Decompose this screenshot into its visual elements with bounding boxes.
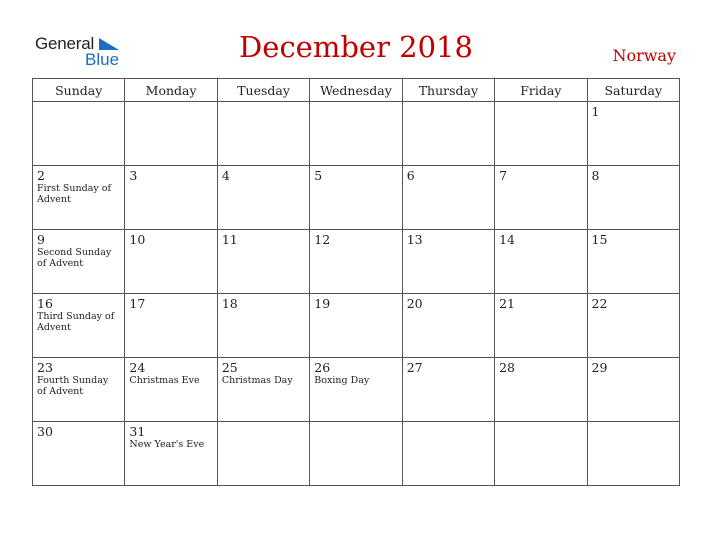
day-number: 27	[406, 360, 423, 375]
calendar-day-cell	[33, 166, 125, 230]
day-number: 30	[37, 424, 53, 439]
calendar-week-row	[33, 294, 680, 358]
day-number: 7	[499, 168, 508, 183]
calendar-day-cell	[587, 358, 679, 422]
calendar-week-row	[33, 422, 680, 486]
holiday-label: Boxing Day	[314, 375, 370, 386]
calendar-day-cell	[310, 166, 402, 230]
day-number: 3	[129, 168, 138, 183]
country-label: Norway	[612, 46, 676, 65]
calendar-day-cell	[125, 166, 217, 230]
day-number: 5	[314, 168, 323, 183]
day-number: 24	[129, 360, 146, 375]
calendar-day-cell	[402, 102, 494, 166]
day-number: 4	[221, 168, 230, 183]
calendar-day-cell	[33, 358, 125, 422]
weekday-header: Friday	[495, 79, 587, 102]
calendar-day-cell	[587, 166, 679, 230]
calendar-day-cell	[402, 422, 494, 486]
day-number: 10	[129, 232, 146, 247]
day-number: 26	[314, 360, 331, 375]
day-number: 12	[314, 232, 331, 247]
calendar-day-cell	[495, 422, 587, 486]
holiday-label: New Year's Eve	[129, 439, 205, 450]
holiday-label: Christmas Day	[221, 375, 293, 386]
day-number: 9	[37, 232, 45, 247]
calendar-week-row	[33, 358, 680, 422]
calendar-day-cell	[217, 166, 309, 230]
calendar-day-cell	[217, 422, 309, 486]
day-number: 19	[314, 296, 331, 311]
calendar-day-cell	[495, 230, 587, 294]
day-number: 28	[499, 360, 516, 375]
holiday-label: Christmas Eve	[129, 375, 200, 386]
calendar-day-cell	[33, 294, 125, 358]
calendar-day-cell	[495, 166, 587, 230]
day-number: 17	[129, 296, 146, 311]
weekday-header: Saturday	[587, 79, 679, 102]
holiday-label: First Sunday of Advent	[37, 183, 111, 205]
calendar-day-cell	[33, 102, 125, 166]
calendar-day-cell	[310, 230, 402, 294]
calendar-day-cell	[125, 358, 217, 422]
holiday-label: Second Sunday of Advent	[37, 247, 112, 269]
calendar-grid	[32, 78, 680, 486]
weekday-header: Monday	[125, 79, 217, 102]
calendar-day-cell	[217, 230, 309, 294]
day-number: 8	[591, 168, 600, 183]
day-number: 25	[221, 360, 238, 375]
calendar-title: December 2018	[239, 30, 473, 64]
calendar-day-cell	[587, 294, 679, 358]
day-number: 31	[129, 424, 146, 439]
calendar-day-cell	[125, 422, 217, 486]
calendar-day-cell	[310, 422, 402, 486]
day-number: 6	[406, 168, 415, 183]
calendar-day-cell	[310, 102, 402, 166]
day-number: 13	[406, 232, 423, 247]
calendar-day-cell	[402, 358, 494, 422]
weekday-header: Sunday	[33, 79, 125, 102]
calendar-week-row	[33, 230, 680, 294]
weekday-header: Thursday	[402, 79, 494, 102]
calendar-day-cell	[495, 294, 587, 358]
day-number: 11	[221, 232, 238, 247]
day-number: 18	[221, 296, 238, 311]
weekday-header: Wednesday	[310, 79, 402, 102]
logo-word-general: General	[35, 34, 95, 53]
calendar-day-cell	[495, 102, 587, 166]
holiday-label: Third Sunday of Advent	[37, 311, 115, 333]
calendar-week-row	[33, 166, 680, 230]
calendar-day-cell	[217, 294, 309, 358]
day-number: 23	[37, 360, 53, 375]
weekday-header-row	[33, 79, 680, 102]
day-number: 15	[591, 232, 608, 247]
holiday-label: Fourth Sunday of Advent	[37, 375, 109, 397]
day-number: 14	[499, 232, 516, 247]
calendar-day-cell	[217, 358, 309, 422]
calendar-day-cell	[310, 358, 402, 422]
calendar-day-cell	[587, 230, 679, 294]
day-number: 21	[499, 296, 516, 311]
calendar-body	[33, 102, 680, 486]
calendar-day-cell	[587, 102, 679, 166]
calendar-day-cell	[402, 294, 494, 358]
calendar-day-cell	[402, 230, 494, 294]
calendar-day-cell	[125, 294, 217, 358]
day-number: 2	[37, 168, 45, 183]
calendar-day-cell	[125, 230, 217, 294]
calendar-day-cell	[33, 230, 125, 294]
day-number: 22	[591, 296, 608, 311]
logo-word-blue: Blue	[85, 50, 120, 69]
calendar-day-cell	[310, 294, 402, 358]
weekday-header: Tuesday	[217, 79, 309, 102]
day-number: 20	[406, 296, 423, 311]
calendar-day-cell	[125, 102, 217, 166]
day-number: 16	[37, 296, 53, 311]
calendar-week-row	[33, 102, 680, 166]
calendar-day-cell	[587, 422, 679, 486]
calendar-day-cell	[402, 166, 494, 230]
day-number: 29	[591, 360, 608, 375]
calendar-day-cell	[217, 102, 309, 166]
day-number: 1	[591, 104, 600, 119]
calendar-day-cell	[33, 422, 125, 486]
calendar-day-cell	[495, 358, 587, 422]
